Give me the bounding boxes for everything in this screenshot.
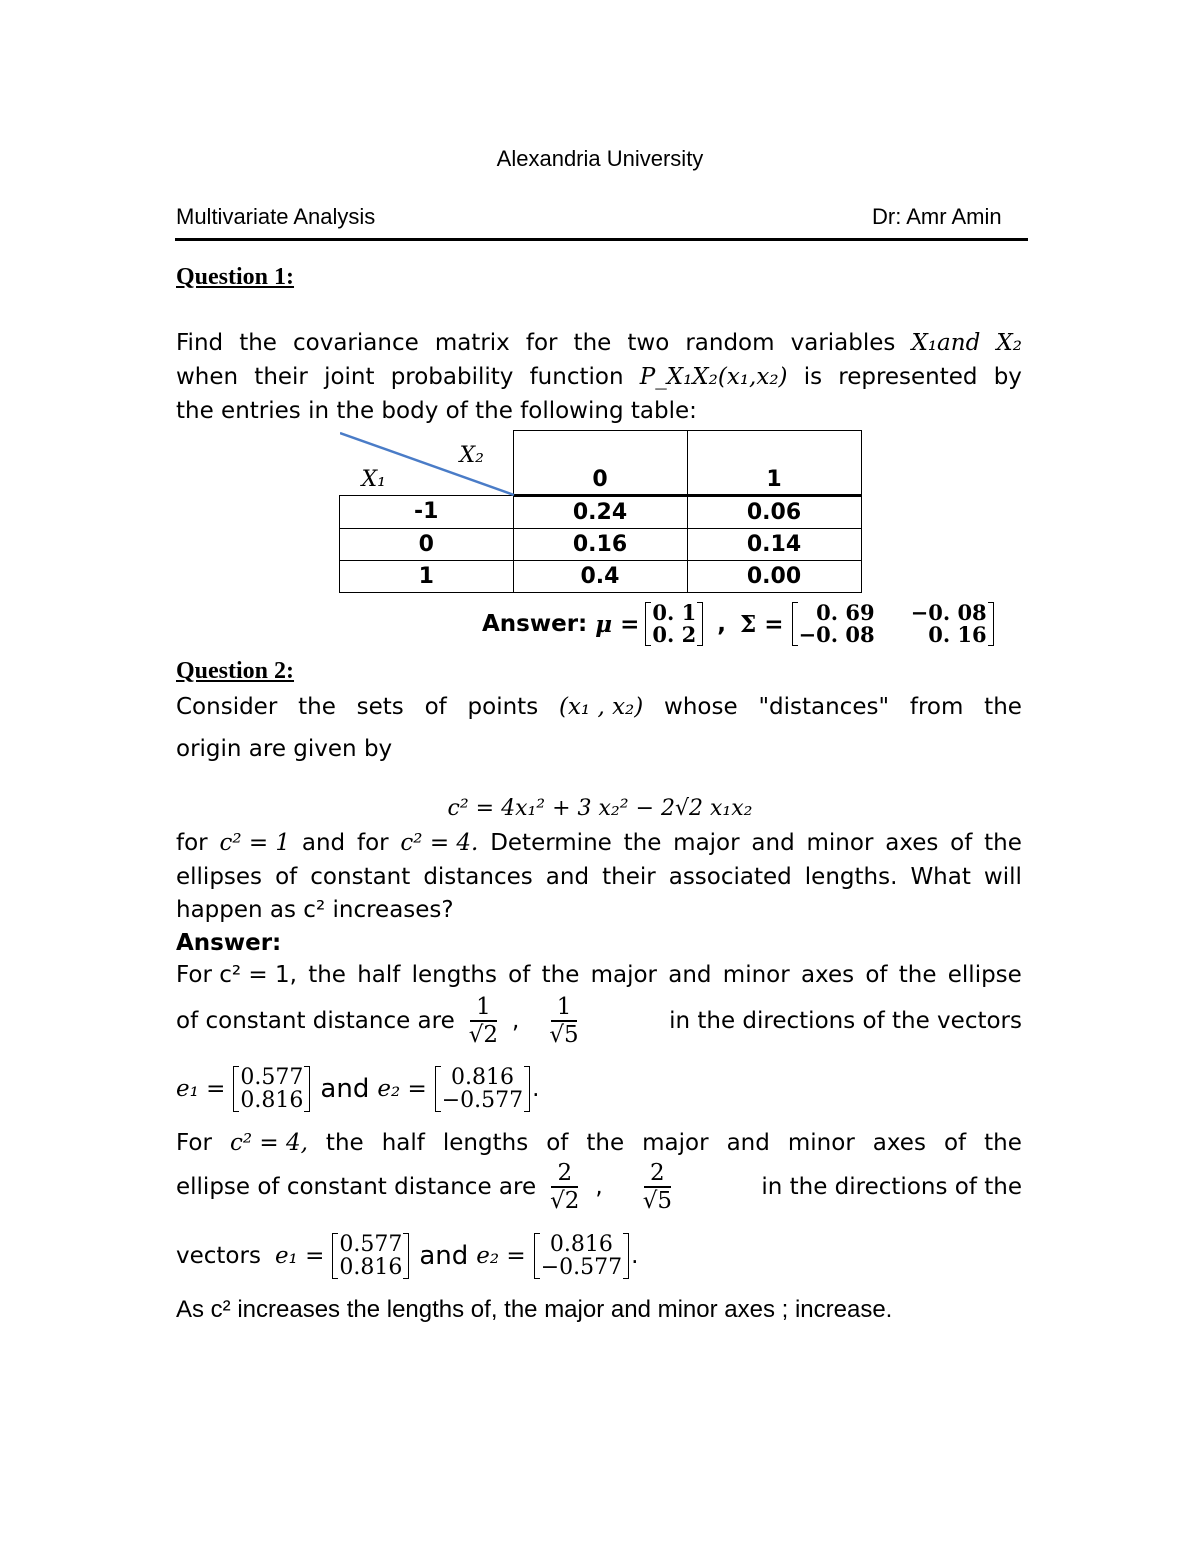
a1-vectors: e₁ = 0.577 0.816 and e₂ = 0.816 −0.577 . bbox=[176, 1065, 540, 1114]
text: ellipse of constant distance are bbox=[176, 1174, 537, 1200]
table-cell: 0.14 bbox=[687, 528, 861, 560]
word: when bbox=[176, 364, 239, 390]
word: of bbox=[424, 694, 447, 720]
answer-label: Answer: bbox=[482, 611, 588, 638]
word: minor bbox=[806, 830, 874, 856]
matrix-entry: −0. 08 bbox=[798, 622, 875, 648]
word: c² = 4. bbox=[400, 830, 479, 856]
matrix-entry: −0. 08 bbox=[910, 600, 987, 625]
matrix-entry: 0. 1 bbox=[652, 600, 697, 625]
course-name: Multivariate Analysis bbox=[176, 204, 376, 229]
word: X₂ bbox=[996, 330, 1022, 356]
q1-line-3: the entries in the body of the following table: bbox=[176, 398, 697, 424]
word: covariance bbox=[293, 330, 419, 356]
word: major bbox=[642, 1130, 709, 1156]
sigma-matrix bbox=[792, 602, 994, 646]
word: lengths bbox=[411, 962, 497, 988]
mu-vector bbox=[645, 602, 703, 646]
word: of bbox=[950, 830, 973, 856]
and-text: and bbox=[320, 1074, 370, 1105]
e2-vector bbox=[534, 1233, 629, 1279]
col-header: 1 bbox=[687, 431, 861, 496]
word: by bbox=[993, 364, 1022, 390]
word: of bbox=[275, 864, 298, 890]
word: ellipses bbox=[176, 864, 263, 890]
word: axes bbox=[885, 830, 939, 856]
question-2-title: Question 2: bbox=[176, 658, 295, 684]
numerator: 1 bbox=[470, 994, 497, 1022]
word: the bbox=[298, 694, 336, 720]
word: the bbox=[586, 1130, 625, 1156]
word: of bbox=[546, 1130, 569, 1156]
word: their bbox=[602, 864, 656, 890]
denominator: √2 bbox=[550, 1188, 580, 1214]
university-title: Alexandria University bbox=[496, 146, 704, 171]
word: minor bbox=[787, 1130, 855, 1156]
word: major bbox=[673, 830, 740, 856]
word: represented bbox=[838, 364, 978, 390]
q1-line-1 bbox=[176, 330, 1022, 356]
vector-entry: −0.577 bbox=[540, 1255, 623, 1281]
word: Find bbox=[176, 330, 224, 356]
word: of bbox=[508, 962, 531, 988]
e1-label: e₁ = bbox=[176, 1076, 226, 1103]
row-header: -1 bbox=[340, 495, 514, 528]
corner-cell bbox=[340, 431, 514, 496]
fraction bbox=[643, 1160, 672, 1214]
col-header: 0 bbox=[513, 431, 687, 496]
word: the bbox=[623, 830, 662, 856]
word: variables bbox=[790, 330, 896, 356]
vector-entry: 0.816 bbox=[450, 1065, 514, 1090]
word: whose bbox=[664, 694, 738, 720]
word: minor bbox=[722, 962, 790, 988]
row-header: 1 bbox=[340, 560, 514, 592]
word: half bbox=[357, 962, 401, 988]
matrix-entry: 0. 16 bbox=[928, 622, 987, 648]
word: Determine bbox=[490, 830, 612, 856]
word: for bbox=[525, 330, 558, 356]
vector-entry: 0.816 bbox=[549, 1232, 613, 1257]
table-cell: 0.06 bbox=[687, 495, 861, 528]
text: in the directions of the vectors bbox=[669, 1008, 1022, 1034]
word: of bbox=[943, 1130, 967, 1156]
word: X₁and bbox=[911, 330, 981, 356]
e2-vector bbox=[435, 1066, 530, 1112]
table-row bbox=[340, 560, 862, 592]
e1-label: e₁ = bbox=[274, 1243, 325, 1270]
word: Consider bbox=[176, 694, 278, 720]
word: two bbox=[627, 330, 670, 356]
word: sets bbox=[356, 694, 404, 720]
joint-probability-symbol: P_X₁X₂(x₁,x₂) bbox=[639, 364, 788, 390]
e1-vector bbox=[233, 1066, 310, 1112]
q2-line-3 bbox=[176, 830, 1022, 856]
word: associated bbox=[668, 864, 792, 890]
word: lengths. bbox=[804, 864, 898, 890]
e2-label: e₂ = bbox=[377, 1076, 427, 1103]
corner-row-label: X₁ bbox=[361, 466, 386, 492]
corner-col-label: X₂ bbox=[459, 442, 484, 468]
vector-entry: 0.816 bbox=[339, 1255, 403, 1281]
word: function bbox=[529, 364, 624, 390]
numerator: 1 bbox=[551, 994, 578, 1022]
word: and bbox=[301, 830, 346, 856]
word: the bbox=[984, 830, 1022, 856]
denominator: √2 bbox=[468, 1022, 499, 1048]
q2-answer-label: Answer: bbox=[176, 930, 282, 956]
vector-entry: 0.816 bbox=[240, 1088, 304, 1114]
word: the bbox=[541, 962, 580, 988]
word: the bbox=[573, 330, 612, 356]
word: half bbox=[381, 1130, 425, 1156]
word: for bbox=[356, 830, 389, 856]
word: random bbox=[685, 330, 775, 356]
word: and bbox=[545, 864, 590, 890]
a2-vectors: vectors e₁ = 0.577 0.816 and e₂ = 0.816 −0.577 . bbox=[176, 1232, 639, 1281]
word: and bbox=[751, 830, 795, 856]
q1-line-2 bbox=[176, 364, 1022, 390]
word: matrix bbox=[434, 330, 510, 356]
word: the bbox=[239, 330, 277, 356]
word: (x₁ , x₂) bbox=[558, 694, 644, 720]
table-cell: 0.00 bbox=[687, 560, 861, 592]
a2-line-2: ellipse of constant distance are $\frac{2}{√2}$ , $\frac{2}{√5}$ in the directions of the bbox=[176, 1160, 1022, 1214]
matrix-entry: 0. 2 bbox=[652, 622, 697, 648]
word: For c² = 1, bbox=[176, 962, 297, 988]
word: the bbox=[898, 962, 937, 988]
word: their bbox=[254, 364, 308, 390]
table-cell: 0.16 bbox=[513, 528, 687, 560]
e1-vector bbox=[332, 1233, 409, 1279]
a1-line-2: of constant distance are $\frac{1}{√2}$ , $\frac{1}{√5}$ in the directions of the vectors bbox=[176, 994, 1022, 1048]
header-rule bbox=[175, 238, 1028, 241]
word: What bbox=[910, 864, 971, 890]
table-row bbox=[340, 495, 862, 528]
q2-line-4 bbox=[176, 864, 1022, 890]
fraction bbox=[469, 994, 498, 1048]
sigma-symbol: Σ = bbox=[740, 610, 784, 638]
word: the bbox=[984, 1130, 1022, 1156]
table-row bbox=[340, 528, 862, 560]
word: the bbox=[984, 694, 1022, 720]
q2-line-5: happen as c² increases? bbox=[176, 897, 454, 923]
conclusion: As c² increases the lengths of, the major and minor axes ; increase. bbox=[176, 1296, 893, 1323]
word: axes bbox=[800, 962, 855, 988]
word: lengths bbox=[442, 1130, 529, 1156]
word: is bbox=[803, 364, 823, 390]
and-text: and bbox=[419, 1241, 469, 1272]
a1-line-1 bbox=[176, 962, 1022, 988]
word: c² = 4, bbox=[229, 1130, 308, 1156]
e2-label: e₂ = bbox=[476, 1243, 526, 1270]
question-1-title: Question 1: bbox=[176, 264, 295, 290]
word: ellipse bbox=[947, 962, 1022, 988]
word: joint bbox=[324, 364, 375, 390]
word: points bbox=[467, 694, 539, 720]
word: for bbox=[176, 830, 208, 856]
joint-probability-table bbox=[339, 430, 862, 593]
vector-entry: 0.577 bbox=[339, 1232, 403, 1257]
text: of constant distance are bbox=[176, 1008, 455, 1034]
word: of bbox=[865, 962, 888, 988]
fraction bbox=[550, 1160, 579, 1214]
q2-line-1 bbox=[176, 694, 1022, 720]
a2-line-1 bbox=[176, 1130, 1022, 1156]
matrix-entry: 0. 69 bbox=[816, 600, 875, 625]
word: For bbox=[176, 1130, 212, 1156]
numerator: 2 bbox=[644, 1160, 671, 1188]
word: and bbox=[726, 1130, 770, 1156]
word: major bbox=[590, 962, 658, 988]
word: and bbox=[668, 962, 712, 988]
text: in the directions of the bbox=[761, 1174, 1022, 1200]
word: the bbox=[325, 1130, 364, 1156]
instructor-name: Dr: Amr Amin bbox=[872, 204, 1002, 229]
word: c² = 1 bbox=[219, 830, 291, 856]
word: from bbox=[909, 694, 964, 720]
word: the bbox=[308, 962, 346, 988]
word: distances bbox=[423, 864, 533, 890]
q1-answer: Answer: μ = 0. 1 0. 2 , Σ = 0. 69 −0. 08 −0. 08 0. 16 bbox=[482, 602, 994, 646]
vector-entry: 0.577 bbox=[240, 1065, 304, 1090]
word: probability bbox=[390, 364, 514, 390]
word: "distances" bbox=[758, 694, 890, 720]
fraction bbox=[549, 994, 578, 1048]
vector-entry: −0.577 bbox=[441, 1088, 524, 1114]
table-header-row bbox=[340, 431, 862, 496]
vectors-label: vectors bbox=[176, 1243, 261, 1270]
q2-line-2: origin are given by bbox=[176, 736, 393, 762]
word: will bbox=[983, 864, 1022, 890]
word: axes bbox=[872, 1130, 926, 1156]
word: constant bbox=[310, 864, 411, 890]
mu-symbol: μ = bbox=[595, 610, 640, 638]
table-cell: 0.24 bbox=[513, 495, 687, 528]
row-header: 0 bbox=[340, 528, 514, 560]
denominator: √5 bbox=[642, 1188, 673, 1214]
table-cell: 0.4 bbox=[513, 560, 687, 592]
denominator: √5 bbox=[549, 1022, 579, 1048]
numerator: 2 bbox=[551, 1160, 578, 1188]
distance-equation: c² = 4x₁² + 3 x₂² − 2√2 x₁x₂ bbox=[447, 796, 753, 821]
